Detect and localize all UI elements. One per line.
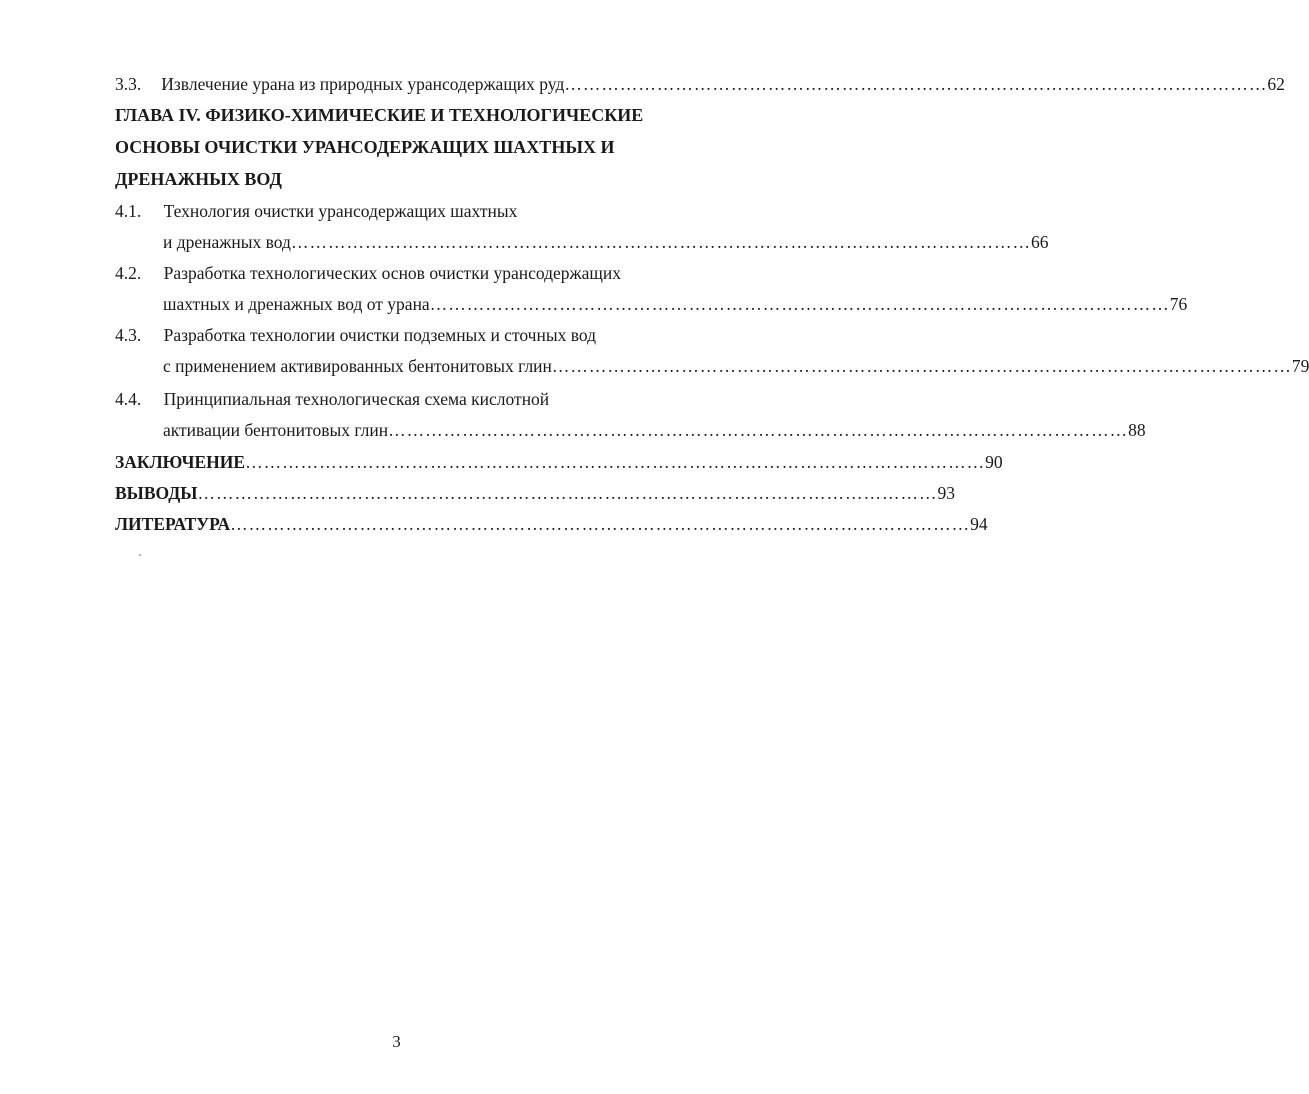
toc-entry-3-3 xyxy=(115,70,1285,98)
dot-leader: …………………………………………………………………………………………………… xyxy=(564,74,1268,94)
dot-leader: ………………………………………………………………………………………………………… xyxy=(551,356,1292,376)
toc-entry-number: 4.1. xyxy=(115,201,142,221)
toc-entry-literature xyxy=(115,510,988,538)
toc-entry-title-continued: активации бентонитовых глин xyxy=(163,420,389,440)
toc-entry-4-1-continued xyxy=(163,228,1049,256)
toc-entry-title: Разработка технологических основ очистки урансодержащих xyxy=(163,263,621,283)
toc-page-number: 90 xyxy=(985,452,1003,472)
toc-entry-number: 4.3. xyxy=(115,325,142,345)
toc-entry-number: 4.4. xyxy=(115,389,142,409)
dot-leader: ………………………………………………………………………………………………………… xyxy=(230,514,971,534)
toc-entry-number: 4.2. xyxy=(115,263,142,283)
toc-entry-findings xyxy=(115,479,955,507)
toc-entry-title: ВЫВОДЫ xyxy=(115,483,198,503)
page-number: 3 xyxy=(392,1032,401,1051)
toc-entry-conclusion xyxy=(115,448,1003,476)
toc-entry-4-2 xyxy=(115,259,621,287)
toc-entry-title: Извлечение урана из природных урансодержащих руд xyxy=(161,74,565,94)
toc-page-number: 93 xyxy=(937,483,955,503)
toc-page-number: 88 xyxy=(1128,420,1146,440)
toc-page-number: 79 xyxy=(1291,356,1309,376)
toc-entry-title: Разработка технологии очистки подземных и сточных вод xyxy=(163,325,597,345)
toc-entry-4-4 xyxy=(115,385,549,413)
dot-leader: ………………………………………………………………………………………………………… xyxy=(388,420,1129,440)
toc-entry-title-continued: шахтных и дренажных вод от урана xyxy=(163,294,430,314)
chapter-4-heading-line-3: ДРЕНАЖНЫХ ВОД xyxy=(115,169,282,189)
toc-page-number: 66 xyxy=(1030,232,1049,252)
dot-leader: ………………………………………………………………………………………………………… xyxy=(290,232,1031,252)
scan-speck xyxy=(139,554,141,556)
toc-entry-title-continued: с применением активированных бентонитовых глин xyxy=(163,356,552,376)
dot-leader: ………………………………………………………………………………………………………… xyxy=(245,452,986,472)
toc-entry-4-1 xyxy=(115,197,517,225)
toc-entry-title: ЛИТЕРАТУРА xyxy=(115,514,231,534)
toc-page-number: 62 xyxy=(1267,74,1285,94)
toc-entry-4-3-continued xyxy=(163,352,1309,380)
chapter-4-heading-line-2: ОСНОВЫ ОЧИСТКИ УРАНСОДЕРЖАЩИХ ШАХТНЫХ И xyxy=(115,137,615,157)
toc-entry-number: 3.3. xyxy=(115,74,142,94)
toc-entry-4-2-continued xyxy=(163,290,1188,318)
toc-entry-title: Принципиальная технологическая схема кислотной xyxy=(163,389,550,409)
toc-entry-4-3 xyxy=(115,321,596,349)
dot-leader: ………………………………………………………………………………………………………… xyxy=(197,483,938,503)
toc-entry-title: ЗАКЛЮЧЕНИЕ xyxy=(115,452,246,472)
toc-page-number: 94 xyxy=(970,514,988,534)
toc-page-number: 76 xyxy=(1169,294,1188,314)
dot-leader: ………………………………………………………………………………………………………… xyxy=(429,294,1170,314)
chapter-4-heading-line-1: ГЛАВА IV. ФИЗИКО-ХИМИЧЕСКИЕ И ТЕХНОЛОГИЧЕСКИЕ xyxy=(115,105,644,125)
toc-entry-4-4-continued xyxy=(163,416,1146,444)
toc-entry-title: Технология очистки урансодержащих шахтных xyxy=(163,201,518,221)
toc-entry-title-continued: и дренажных вод xyxy=(163,232,291,252)
